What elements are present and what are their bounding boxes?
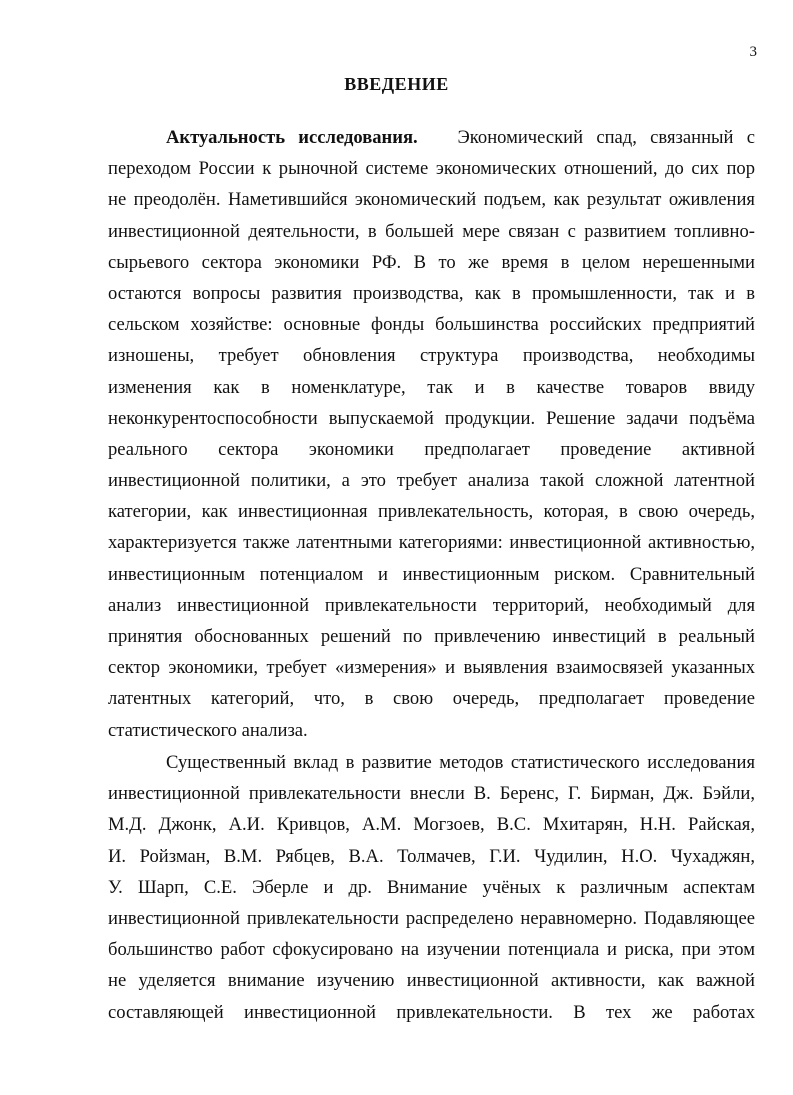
paragraph-line: составляющей инвестиционной привлекательности. В тех же работах <box>108 1001 755 1023</box>
paragraph-line: изношены, требует обновления структура производства, необходимы <box>108 345 755 367</box>
paragraph-line <box>108 122 755 153</box>
paragraph-line: М.Д. Джонк, А.И. Кривцов, А.М. Могзоев, В.С. Мхитарян, Н.Н. Райская, <box>108 814 755 836</box>
paragraph-line: остаются вопросы развития производства, как в промышленности, так и в <box>108 282 755 304</box>
paragraph-line: инвестиционной привлекательности внесли В. Беренс, Г. Бирман, Дж. Бэйли, <box>108 783 755 805</box>
paragraph-line: категории, как инвестиционная привлекательность, которая, в свою очередь, <box>108 501 755 523</box>
paragraph-line: переходом России к рыночной системе экономических отношений, до сих пор <box>108 158 755 180</box>
paragraph-line: принятия обоснованных решений по привлечению инвестиций в реальный <box>108 626 755 647</box>
paragraph-line: сырьевого сектора экономики РФ. В то же время в целом нерешенными <box>108 251 755 273</box>
page-number: 3 <box>749 44 757 60</box>
paragraph-line: сельском хозяйстве: основные фонды большинства российских предприятий <box>108 314 755 336</box>
paragraph-line: изменения как в номенклатуре, так и в качестве товаров ввиду <box>108 376 755 398</box>
paragraph-line: латентных категорий, что, в свою очередь, предполагает проведение <box>108 688 755 710</box>
paragraph-line: неконкурентоспособности выпускаемой продукции. Решение задачи подъёма <box>108 407 755 429</box>
paragraph-line: инвестиционной привлекательности распределено неравномерно. Подавляющее <box>108 907 755 929</box>
paragraph-line: не преодолён. Наметившийся экономический подъем, как результат оживления <box>108 189 755 211</box>
paragraph-line: анализ инвестиционной привлекательности территорий, необходимый для <box>108 594 755 616</box>
paragraph-line: большинство работ сфокусировано на изучении потенциала и риска, при этом <box>108 939 755 961</box>
paragraph-line-text: Экономический спад, связанный с <box>457 127 755 148</box>
paragraph-line: И. Ройзман, В.М. Рябцев, В.А. Толмачев, Г.И. Чудилин, Н.О. Чухаджян, <box>108 845 755 867</box>
paragraph-line: не уделяется внимание изучению инвестиционной активности, как важной <box>108 970 755 992</box>
paragraph-line: реального сектора экономики предполагает проведение активной <box>108 438 755 460</box>
paragraph-line: инвестиционным потенциалом и инвестиционным риском. Сравнительный <box>108 563 755 585</box>
paragraph-line: статистического анализа. <box>108 719 308 741</box>
paragraph-line: Существенный вклад в развитие методов статистического исследования <box>166 752 755 773</box>
paragraph-relevance <box>108 122 755 746</box>
page-title: ВВЕДЕНИЕ <box>344 74 449 94</box>
paragraph-line: характеризуется также латентными категориями: инвестиционной активностью, <box>108 532 755 554</box>
paragraph-line: инвестиционной деятельности, в большей мере связан с развитием топливно- <box>108 220 755 242</box>
paragraph-line: инвестиционной политики, а это требует анализа такой сложной латентной <box>108 470 755 492</box>
paragraph-line: сектор экономики, требует «измерения» и выявления взаимосвязей указанных <box>108 657 755 679</box>
paragraph-line: У. Шарп, С.Е. Эберле и др. Внимание учёных к различным аспектам <box>108 876 755 898</box>
paragraph-lead: Актуальность исследования. <box>166 127 418 148</box>
paragraph-researchers <box>108 747 755 1028</box>
